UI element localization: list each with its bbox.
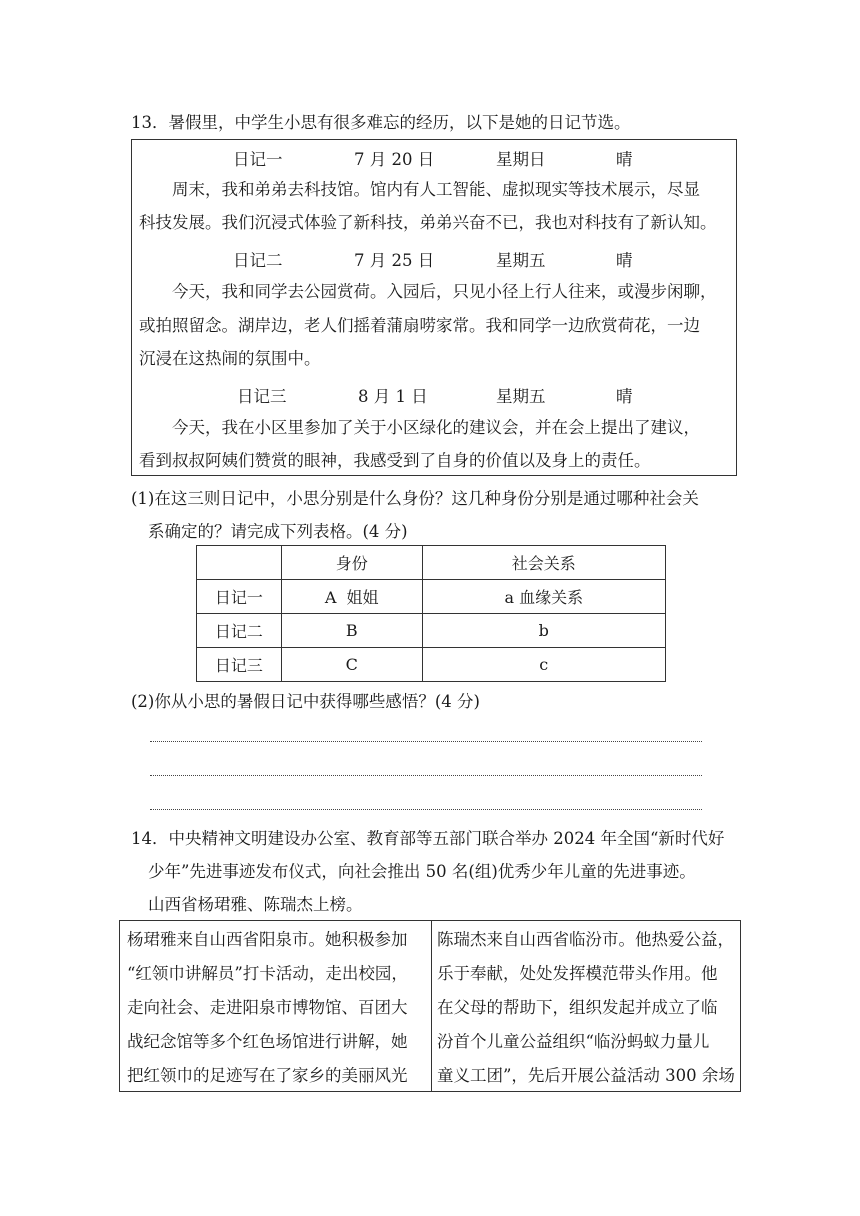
table-row (197, 648, 666, 682)
table-row (197, 580, 666, 614)
table-header-cell (197, 546, 282, 580)
table-cell: 日记三 (197, 648, 282, 682)
diary3-weather: 晴 (616, 387, 633, 406)
diary3-date: 8 月 1 日 (358, 387, 428, 406)
profile-line: 杨珺雅来自山西省阳泉市。她积极参加 (127, 930, 408, 949)
table-cell: b (422, 614, 665, 648)
diary1-weekday: 星期日 (496, 150, 546, 169)
column-divider (431, 921, 432, 1091)
profile-line: 乐于奉献，处处发挥模范带头作用。他 (437, 964, 718, 983)
table-cell: 日记二 (197, 614, 282, 648)
table-cell: A 姐姐 (281, 580, 422, 614)
profile-line: 陈瑞杰来自山西省临汾市。他热爱公益， (437, 930, 734, 949)
table-cell: C (281, 648, 422, 682)
identity-table (196, 545, 666, 682)
answer-line[interactable] (150, 775, 702, 776)
answer-line[interactable] (150, 741, 702, 742)
profile-line: 战纪念馆等多个红色场馆进行讲解，她 (127, 1032, 408, 1051)
profile-chen-ruijie (437, 923, 735, 1093)
diary2-line: 今天，我和同学去公园赏荷。入园后，只见小径上行人往来，或漫步闲聊， (172, 282, 717, 301)
diary1-line: 科技发展。我们沉浸式体验了新科技，弟弟兴奋不已，我也对科技有了新认知。 (139, 213, 717, 232)
diary2-weather: 晴 (616, 251, 633, 270)
sub-question-1: (1)在这三则日记中，小思分别是什么身份？这几种身份分别是通过哪种社会关 (131, 489, 699, 508)
table-header-cell: 身份 (281, 546, 422, 580)
answer-line[interactable] (150, 809, 702, 810)
profile-line: 把红领巾的足迹写在了家乡的美丽风光 (127, 1066, 408, 1085)
sub-question-2: (2)你从小思的暑假日记中获得哪些感悟？(4 分) (131, 692, 480, 711)
profile-line: 在父母的帮助下，组织发起并成立了临 (437, 998, 718, 1017)
diary3-weekday: 星期五 (496, 387, 546, 406)
q14-intro-cont: 山西省杨珺雅、陈瑞杰上榜。 (148, 895, 363, 914)
table-cell: B (281, 614, 422, 648)
diary1-title: 日记一 (233, 150, 283, 169)
diary2-title: 日记二 (233, 251, 283, 270)
table-cell: c (422, 648, 665, 682)
sub-question-1-cont: 系确定的？请完成下列表格。(4 分) (148, 522, 408, 541)
q13-intro: 13．暑假里，中学生小思有很多难忘的经历，以下是她的日记节选。 (131, 113, 631, 132)
diary3-line: 看到叔叔阿姨们赞赏的眼神，我感受到了自身的价值以及身上的责任。 (139, 451, 651, 470)
profile-line: 汾首个儿童公益组织“临汾蚂蚁力量儿 (437, 1032, 710, 1051)
diary2-line: 沉浸在这热闹的氛围中。 (139, 349, 321, 368)
q14-intro-cont: 少年”先进事迹发布仪式，向社会推出 50 名(组)优秀少年儿童的先进事迹。 (148, 862, 696, 881)
profile-line: “红领巾讲解员”打卡活动，走出校园， (127, 964, 408, 983)
diary1-date: 7 月 20 日 (354, 150, 435, 169)
table-row (197, 614, 666, 648)
diary3-line: 今天，我在小区里参加了关于小区绿化的建议会，并在会上提出了建议， (172, 418, 700, 437)
table-cell: a 血缘关系 (422, 580, 665, 614)
diary1-line: 周末，我和弟弟去科技馆。馆内有人工智能、虚拟现实等技术展示，尽显 (172, 180, 700, 199)
profile-line: 走向社会、走进阳泉市博物馆、百团大 (127, 998, 408, 1017)
q14-intro: 14．中央精神文明建设办公室、教育部等五部门联合举办 2024 年全国“新时代好 (131, 829, 725, 848)
table-header-row (197, 546, 666, 580)
diary2-weekday: 星期五 (496, 251, 546, 270)
diary1-weather: 晴 (616, 150, 633, 169)
profile-line: 童义工团”，先后开展公益活动 300 余场 (437, 1066, 735, 1085)
table-cell: 日记一 (197, 580, 282, 614)
table-header-cell: 社会关系 (422, 546, 665, 580)
profile-yang-junya (127, 923, 408, 1093)
diary2-line: 或拍照留念。湖岸边，老人们摇着蒲扇唠家常。我和同学一边欣赏荷花，一边 (139, 316, 700, 335)
diary2-date: 7 月 25 日 (354, 251, 435, 270)
diary3-title: 日记三 (237, 387, 287, 406)
